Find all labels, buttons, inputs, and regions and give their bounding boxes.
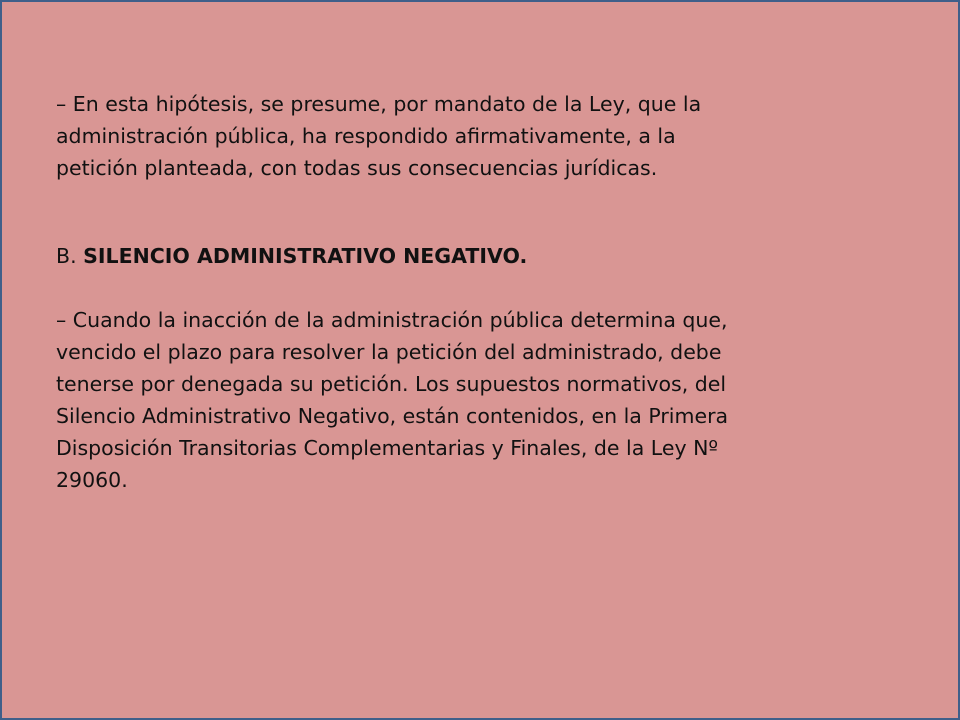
section-heading-title: SILENCIO ADMINISTRATIVO NEGATIVO. — [83, 244, 528, 268]
slide-body — [56, 88, 756, 496]
section-heading — [56, 240, 756, 272]
section-heading-prefix: B. — [56, 244, 84, 268]
paragraph-negative-silence: – Cuando la inacción de la administración pública determina que, vencido el plazo para resolver la petición del administrado, debe tenerse por denegada su petición. Los supuestos normativos, del Silencio Administrativo Negativo, están contenidos, en la Primera Disposición Transitorias Complementarias y Finales, de la Ley Nº 29060. — [56, 308, 729, 492]
paragraph-positive-silence: – En esta hipótesis, se presume, por mandato de la Ley, que la administración pública, ha respondido afirmativamente, a la petición planteada, con todas sus consecuencias jurídicas. — [56, 92, 702, 180]
